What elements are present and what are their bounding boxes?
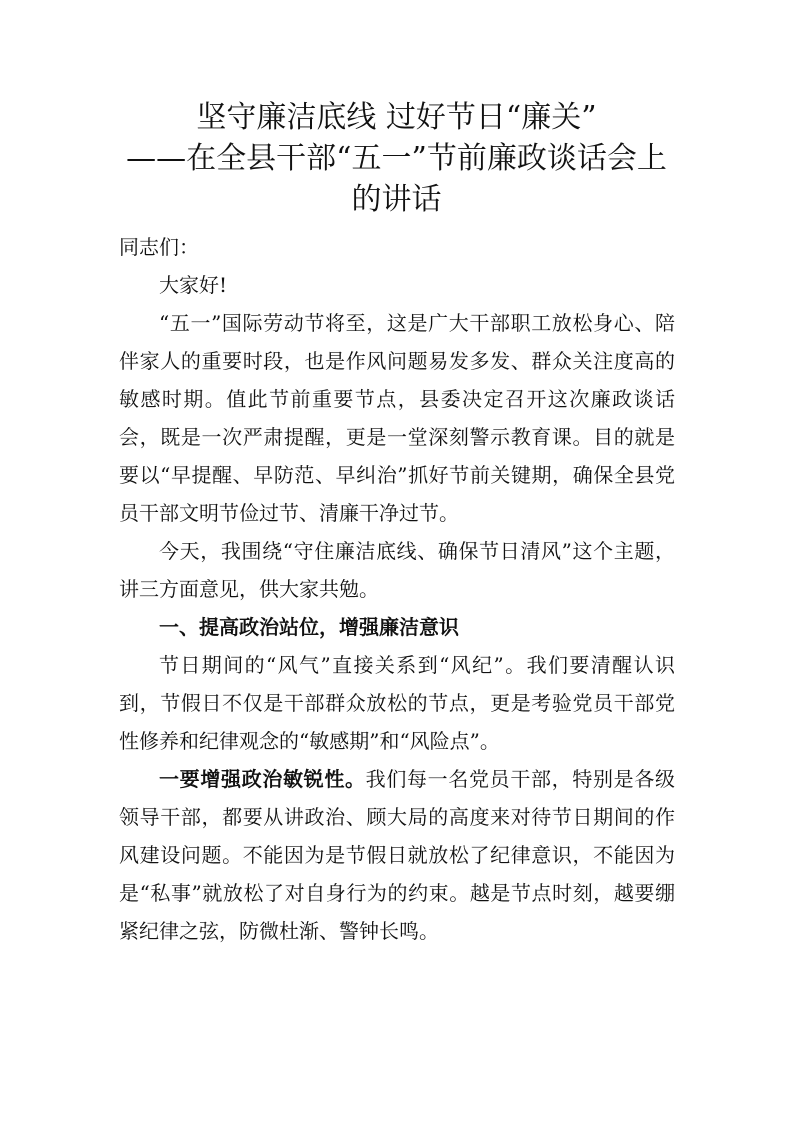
section-heading-1: 一、提高政治站位，增强廉洁意识 xyxy=(159,615,459,639)
paragraph-body-text: 我们每一名党员干部，特别是各级领导干部，都要从讲政治、顾大局的高度来对待节日期间的作风建设问题。不能因为是节假日就放松了纪律意识，不能因为是“私事”就放松了对自身行为的约束。越是节点时刻，越要绷紧纪律之弦，防微杜渐、警钟长鸣。 xyxy=(119,767,676,943)
title-line-3: 的讲话 xyxy=(351,182,442,217)
speech-body xyxy=(119,228,675,950)
greeting: 大家好! xyxy=(159,273,228,297)
title-line-2: ——在全县干部“五一”节前廉政谈话会上 xyxy=(126,141,667,176)
salutation: 同志们： xyxy=(119,235,199,259)
title-line-1: 坚守廉洁底线 过好节日“廉关” xyxy=(196,100,597,135)
paragraph-political-sensitivity xyxy=(119,760,675,950)
paragraph-atmosphere: 节日期间的“风气”直接关系到“风纪”。我们要清醒认识到，节假日不仅是干部群众放松的节点，更是考验党员干部党性修养和纪律观念的“敏感期”和“风险点”。 xyxy=(119,653,675,753)
paragraph-intro: “五一”国际劳动节将至，这是广大干部职工放松身心、陪伴家人的重要时段，也是作风问题易发多发、群众关注度高的敏感时期。值此节前重要节点，县委决定召开这次廉政谈话会，既是一次严肃提醒，更是一堂深刻警示教育课。目的就是要以“早提醒、早防范、早纠治”抓好节前关键期，确保全县党员干部文明节俭过节、清廉干净过节。 xyxy=(119,311,675,525)
paragraph-lead-phrase: 一要增强政治敏锐性。 xyxy=(159,767,366,791)
paragraph-theme: 今天，我围绕“守住廉洁底线、确保节日清风”这个主题，讲三方面意见，供大家共勉。 xyxy=(119,539,675,601)
